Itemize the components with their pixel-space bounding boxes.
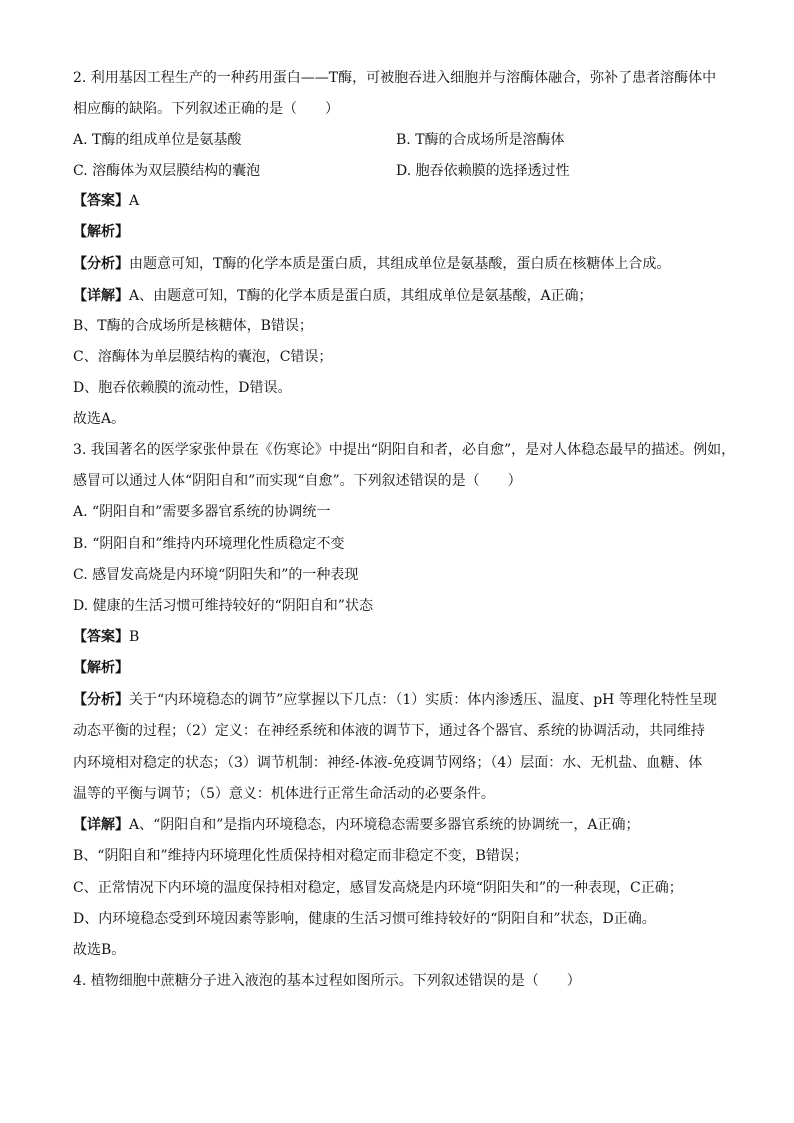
answer-value: B [129, 629, 140, 645]
analysis-tag: 【解析】 [73, 224, 129, 240]
q3-xiangjie [73, 815, 753, 835]
fenxi-text: 关于“内环境稳态的调节”应掌握以下几点：（1）实质：体内渗透压、温度、pH 等理化特性呈现 [129, 692, 717, 708]
analysis-tag: 【解析】 [73, 660, 129, 676]
q2-analysis-tag [73, 222, 753, 242]
q3-conclusion: 故选B。 [73, 942, 126, 958]
q3-fenxi-line4: 温等的平衡与调节；（5）意义：机体进行正常生命活动的必要条件。 [73, 786, 495, 802]
q2-option-b: B. T酶的合成场所是溶酶体 [396, 132, 565, 148]
q2-stem-line2: 相应酶的缺陷。下列叙述正确的是（ ） [73, 101, 339, 117]
answer-value: A [129, 193, 140, 209]
xiangjie-text: A、“阴阳自和”是指内环境稳态，内环境稳态需要多器官系统的协调统一，A正确； [129, 817, 640, 833]
q3-stem-line2: 感冒可以通过人体“阴阳自和”而实现“自愈”。下列叙述错误的是（ ） [73, 473, 522, 489]
fenxi-text: 由题意可知，T酶的化学本质是蛋白质，其组成单位是氨基酸，蛋白质在核糖体上合成。 [129, 256, 671, 272]
q3-analysis-tag [73, 658, 753, 678]
xiangjie-text: A、由题意可知，T酶的化学本质是蛋白质，其组成单位是氨基酸，A正确； [129, 288, 593, 304]
q2-conclusion: 故选A。 [73, 411, 126, 427]
q3-fenxi-line3: 内环境相对稳定的状态；（3）调节机制：神经-体液-免疫调节网络；（4）层面：水、无机盐、血糖、体 [73, 755, 703, 771]
q3-option-a: A. “阴阳自和”需要多器官系统的协调统一 [73, 504, 331, 520]
xiangjie-tag: 【详解】 [73, 817, 129, 833]
q3-option-c: C. 感冒发高烧是内环境“阴阳失和”的一种表现 [73, 567, 359, 583]
q3-fenxi-line2: 动态平衡的过程；（2）定义：在神经系统和体液的调节下，通过各个器官、系统的协调活动，共同维持 [73, 723, 705, 739]
q3-option-d: D. 健康的生活习惯可维持较好的“阴阳自和”状态 [73, 598, 373, 614]
q2-detail-d: D、胞吞依赖膜的流动性，D错误。 [73, 380, 292, 396]
q3-detail-b: B、“阴阳自和”维持内环境理化性质保持相对稳定而非稳定不变，B错误； [73, 848, 528, 864]
q2-detail-c: C、溶酶体为单层膜结构的囊泡，C错误； [73, 349, 333, 365]
q3-detail-d: D、内环境稳态受到环境因素等影响，健康的生活习惯可维持较好的“阴阳自和”状态，D正确。 [73, 911, 656, 927]
q2-detail-b: B、T酶的合成场所是核糖体，B错误； [73, 318, 313, 334]
q2-option-c: C. 溶酶体为双层膜结构的囊泡 [73, 163, 261, 179]
q3-answer [73, 627, 753, 647]
fenxi-tag: 【分析】 [73, 692, 129, 708]
q2-option-a: A. T酶的组成单位是氨基酸 [73, 132, 242, 148]
q3-detail-c: C、正常情况下内环境的温度保持相对稳定，感冒发高烧是内环境“阴阳失和”的一种表现，C正确； [73, 880, 683, 896]
answer-tag: 【答案】 [73, 629, 129, 645]
fenxi-tag: 【分析】 [73, 256, 129, 272]
q2-fenxi [73, 254, 753, 274]
q2-stem-line1: 2. 利用基因工程生产的一种药用蛋白——T酶，可被胞吞进入细胞并与溶酶体融合，弥补了患者溶酶体中 [73, 70, 717, 86]
q2-xiangjie [73, 286, 753, 306]
q4-stem-line1: 4. 植物细胞中蔗糖分子进入液泡的基本过程如图所示。下列叙述错误的是（ ） [73, 973, 581, 989]
xiangjie-tag: 【详解】 [73, 288, 129, 304]
answer-tag: 【答案】 [73, 193, 129, 209]
q3-stem-line1: 3. 我国著名的医学家张仲景在《伤寒论》中提出“阴阳自和者，必自愈”，是对人体稳态最早的描述。例如， [73, 442, 736, 458]
q3-option-b: B. “阴阳自和”维持内环境理化性质稳定不变 [73, 536, 345, 552]
q2-option-d: D. 胞吞依赖膜的选择透过性 [396, 163, 570, 179]
q3-fenxi-line1 [73, 690, 753, 710]
q2-answer [73, 191, 753, 211]
